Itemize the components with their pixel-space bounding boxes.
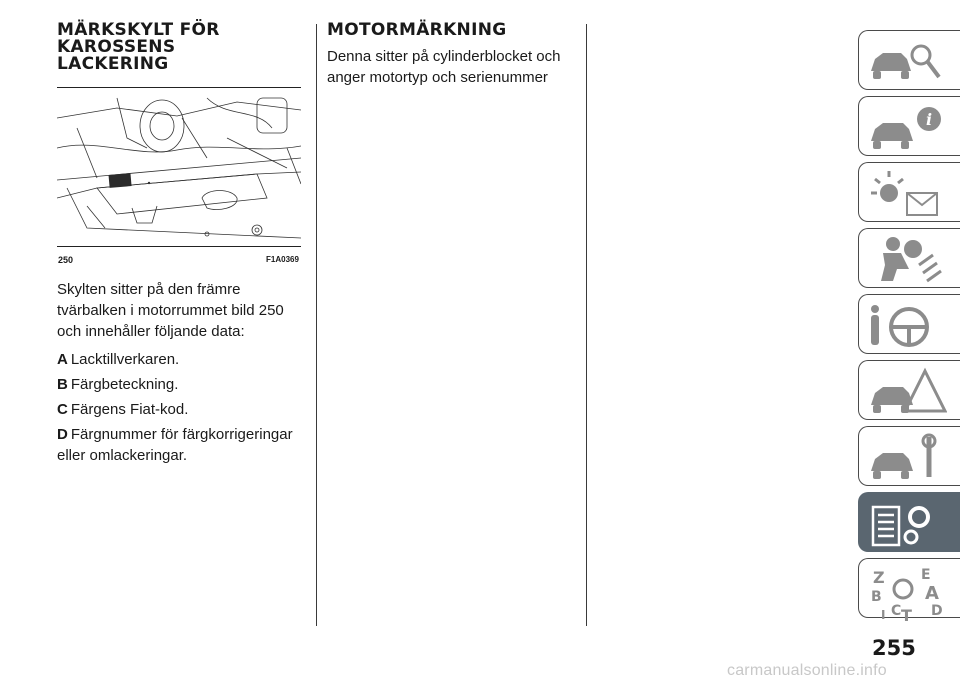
tab-technical-data[interactable] (858, 492, 960, 552)
heading-line-1: MÄRKSKYLT FÖR (57, 20, 220, 40)
list-item-b (57, 374, 178, 395)
column-divider-left (316, 24, 317, 626)
item-letter: A (57, 351, 68, 368)
technical-data-icon (867, 499, 947, 547)
section-heading-engine-marking: MOTORMÄRKNING (327, 20, 507, 40)
intro-paragraph (57, 279, 312, 342)
engine-line-drawing (57, 88, 301, 246)
engine-line: anger motortyp och serienummer (327, 69, 548, 86)
list-item-d (57, 424, 293, 466)
tab-maintenance[interactable] (858, 426, 960, 486)
item-text: Lacktillverkaren. (70, 351, 180, 368)
car-emergency-icon (867, 367, 947, 415)
svg-text:Z: Z (873, 568, 885, 587)
engine-compartment-figure (57, 87, 301, 247)
item-text-continued: eller omlackeringar. (57, 447, 188, 464)
tab-emergency[interactable] (858, 360, 960, 420)
intro-line: och innehåller följande data: (57, 323, 245, 340)
tab-car-search[interactable] (858, 30, 960, 90)
svg-text:A: A (925, 583, 939, 604)
section-heading-paint-label (57, 22, 307, 73)
tab-index[interactable] (858, 558, 960, 621)
page-number: 255 (872, 636, 916, 660)
svg-text:E: E (921, 567, 931, 583)
svg-text:C: C (891, 603, 902, 619)
list-item-c (57, 399, 188, 420)
intro-line: Skylten sitter på den främre (57, 281, 241, 298)
item-letter: B (57, 376, 68, 393)
tab-warning-lights[interactable] (858, 162, 960, 222)
tab-car-info[interactable] (858, 96, 960, 156)
svg-text:B: B (871, 589, 882, 605)
svg-text:D: D (931, 603, 943, 619)
list-item-a (57, 349, 179, 370)
car-search-icon (867, 37, 947, 85)
item-letter: D (57, 426, 68, 443)
engine-line: Denna sitter på cylinderblocket och (327, 48, 561, 65)
svg-text:I: I (881, 608, 886, 621)
tab-safety[interactable] (858, 228, 960, 288)
item-letter: C (57, 401, 68, 418)
svg-text:T: T (901, 606, 912, 621)
column-divider-right (586, 24, 587, 626)
watermark: carmanualsonline.info (727, 662, 887, 679)
car-info-icon (867, 103, 947, 151)
heading-line-2: KAROSSENS (57, 37, 176, 57)
index-icon (867, 565, 947, 621)
tab-starting-driving[interactable] (858, 294, 960, 354)
car-maintenance-icon (867, 433, 947, 481)
svg-text:i: i (926, 110, 933, 129)
figure-number: 250 (58, 255, 74, 265)
warning-lights-icon (867, 169, 947, 217)
figure-code: F1A0369 (266, 255, 299, 264)
item-text: Färgens Fiat-kod. (70, 401, 189, 418)
item-text: Färgbeteckning. (70, 376, 179, 393)
heading-line-3: LACKERING (57, 54, 169, 74)
steering-wheel-icon (867, 301, 947, 349)
intro-line: tvärbalken i motorrummet bild 250 (57, 302, 284, 319)
safety-airbag-icon (867, 235, 947, 283)
item-text: Färgnummer för färgkorrigeringar (70, 426, 293, 443)
engine-marking-paragraph (327, 46, 582, 88)
